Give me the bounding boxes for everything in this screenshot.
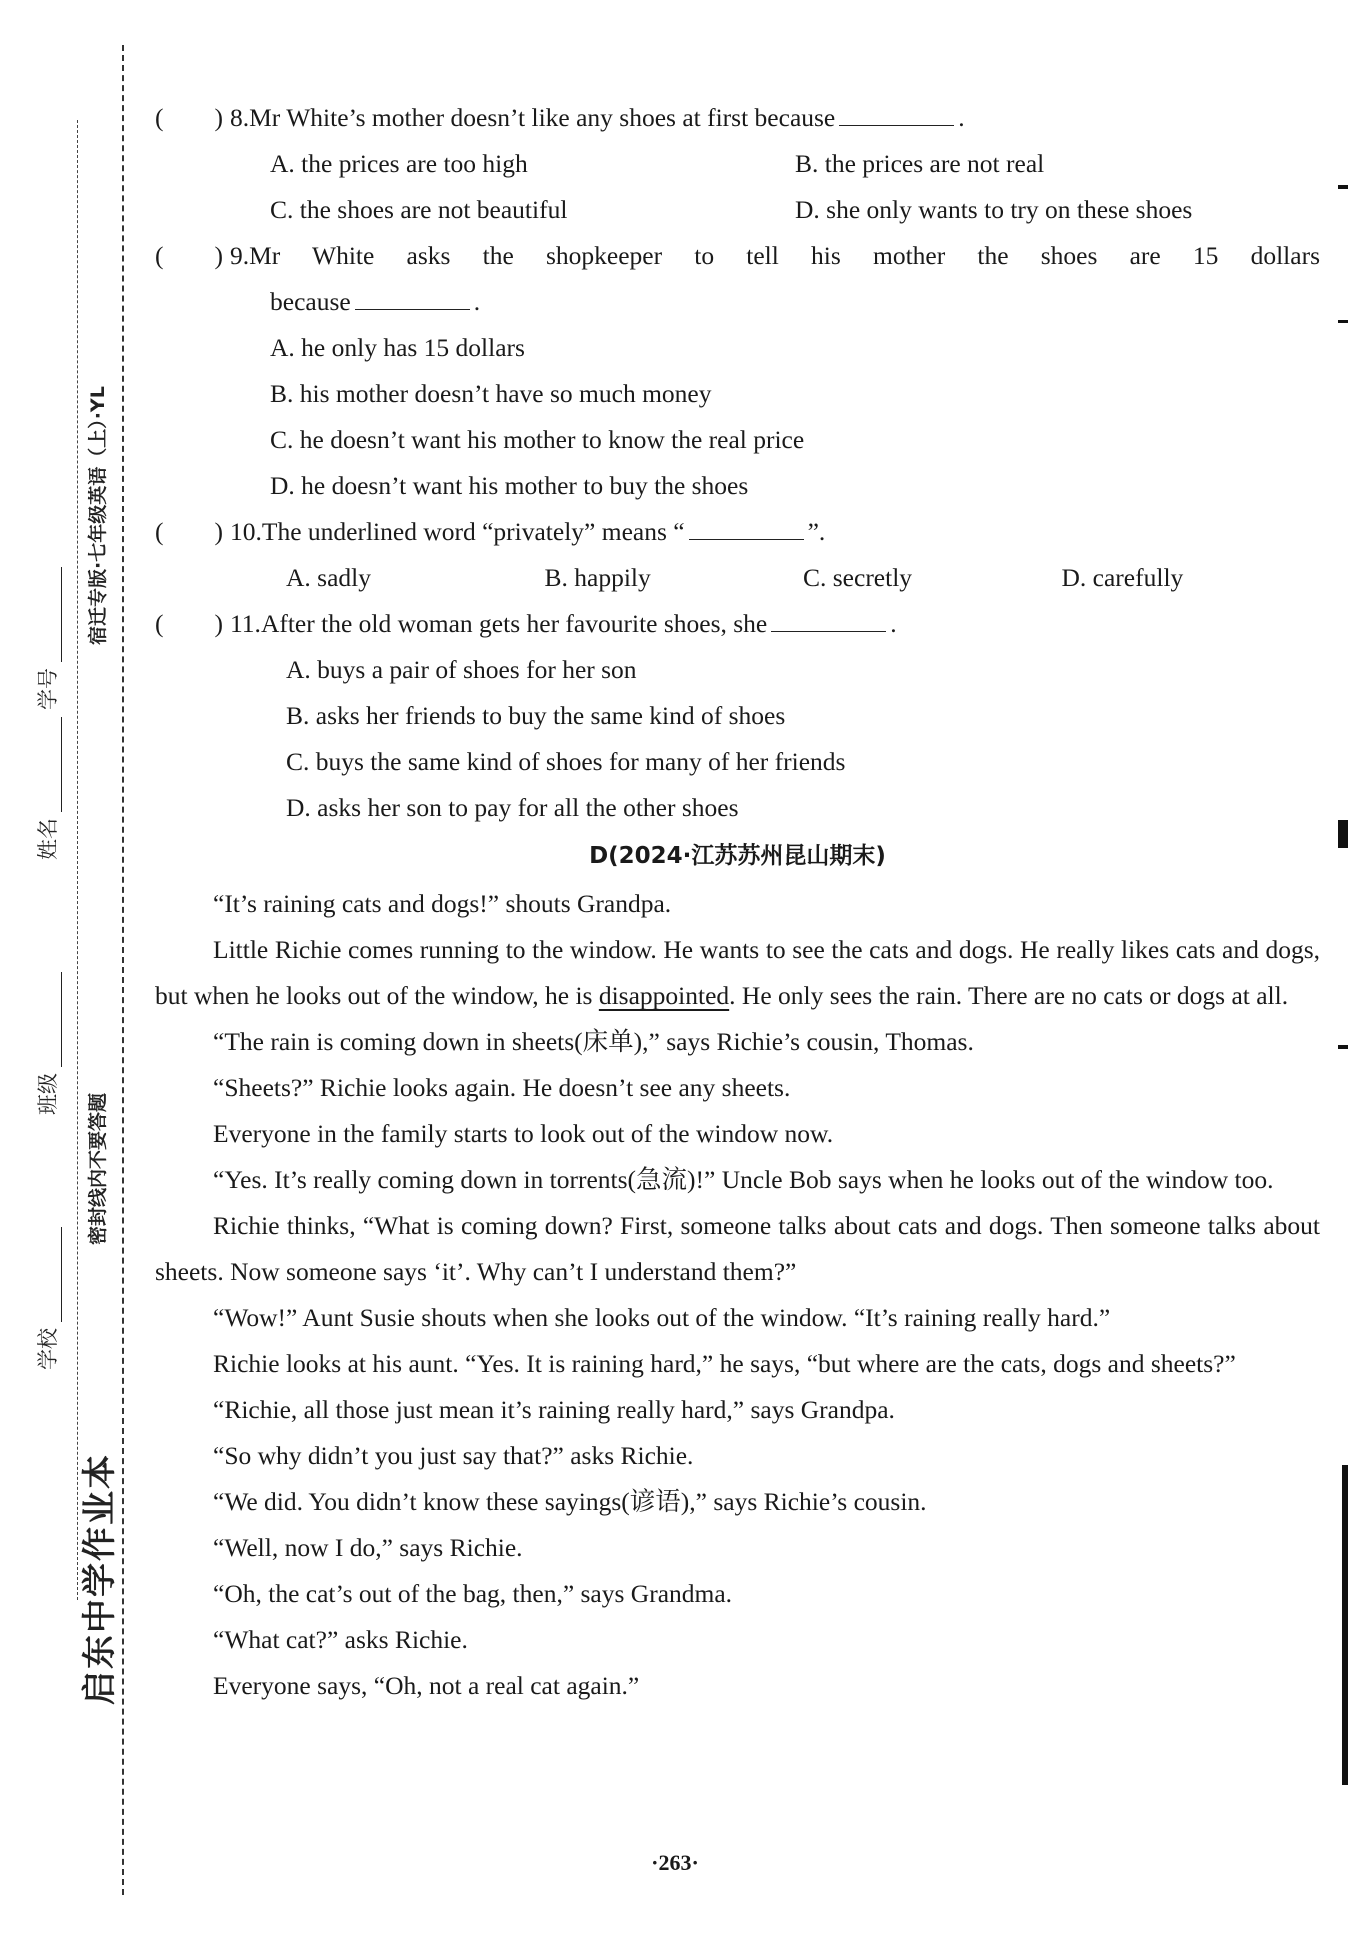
passage-paragraph: “Richie, all those just mean it’s raining really hard,” says Grandpa.	[213, 1395, 895, 1424]
question-number: 10.	[230, 517, 262, 546]
binding-dashed-line	[122, 45, 124, 1895]
question-number: 9.	[230, 241, 250, 270]
passage-paragraph: “Wow!” Aunt Susie shouts when she looks out of the window. “It’s raining really hard.”	[213, 1303, 1111, 1332]
option-b: B. his mother doesn’t have so much money	[270, 379, 712, 408]
question-10: ( ) 10. The underlined word “privately” means “ ”.	[155, 509, 1320, 555]
school-line	[39, 1227, 62, 1322]
passage-paragraph: “We did. You didn’t know these sayings(谚语),” says Richie’s cousin.	[213, 1487, 927, 1516]
answer-paren[interactable]: ( )	[155, 103, 223, 132]
page-number: ·263·	[651, 1850, 699, 1875]
answer-blank[interactable]	[771, 611, 886, 632]
answer-paren[interactable]: ( )	[155, 241, 223, 270]
option-d: D. asks her son to pay for all the other shoes	[286, 793, 739, 822]
options-row	[155, 141, 1320, 187]
name-line	[39, 717, 62, 812]
answer-paren[interactable]: ( )	[155, 517, 223, 546]
passage-paragraph: “Sheets?” Richie looks again. He doesn’t see any sheets.	[213, 1073, 791, 1102]
option-c: C. buys the same kind of shoes for many of her friends	[286, 747, 846, 776]
edge-mark	[1338, 320, 1348, 323]
edge-mark	[1338, 820, 1348, 848]
question-11: ( ) 11. After the old woman gets her favourite shoes, she .	[155, 601, 1320, 647]
class-line	[39, 972, 62, 1067]
question-number: 8.	[230, 103, 250, 132]
passage-paragraph: “The rain is coming down in sheets(床单),” says Richie’s cousin, Thomas.	[213, 1027, 974, 1056]
school-label: 学校	[36, 1328, 60, 1370]
passage-paragraph: Richie thinks, “What is coming down? First, someone talks about cats and dogs. Then someone talks about sheets. Now someone says ‘it’. Why can’t I understand them?”	[155, 1211, 1320, 1286]
question-text: The underlined word “privately” means “	[261, 517, 685, 546]
passage-paragraph: Little Richie comes running to the window. He wants to see the cats and dogs. He really likes cats and dogs, but when he looks out of the window, he is disappointed. He only sees the rain. There are no cats or dogs at all.	[155, 935, 1320, 1010]
passage-paragraph: “So why didn’t you just say that?” asks Richie.	[213, 1441, 694, 1470]
answer-blank[interactable]	[689, 519, 804, 540]
option-a: A. buys a pair of shoes for her son	[286, 655, 637, 684]
school-field[interactable]	[32, 1227, 62, 1370]
name-label: 姓名	[36, 818, 60, 860]
answer-blank[interactable]	[839, 105, 954, 126]
option-c: C. he doesn’t want his mother to know the real price	[270, 425, 805, 454]
answer-blank[interactable]	[355, 289, 470, 310]
question-text: After the old woman gets her favourite shoes, she	[260, 609, 768, 638]
passage-paragraph: Richie looks at his aunt. “Yes. It is raining hard,” he says, “but where are the cats, dogs and sheets?”	[213, 1349, 1236, 1378]
option-c: C. the shoes are not beautiful	[270, 195, 568, 224]
passage-paragraph: “What cat?” asks Richie.	[213, 1625, 468, 1654]
options-row	[155, 187, 1320, 233]
passage-paragraph: “Oh, the cat’s out of the bag, then,” says Grandma.	[213, 1579, 733, 1608]
passage-paragraph: “Well, now I do,” says Richie.	[213, 1533, 523, 1562]
book-title: 启东中学作业本	[80, 1453, 120, 1705]
student-id-line	[39, 567, 62, 662]
question-number: 11.	[230, 609, 261, 638]
student-id-label: 学号	[36, 668, 60, 710]
underlined-word: disappointed	[598, 981, 730, 1010]
option-c: C. secretly	[803, 563, 913, 592]
option-a: A. sadly	[286, 563, 371, 592]
option-b: B. the prices are not real	[795, 149, 1045, 178]
student-id-field[interactable]	[32, 567, 62, 710]
answer-paren[interactable]: ( )	[155, 609, 223, 638]
name-field[interactable]	[32, 717, 62, 860]
edge-mark	[1338, 185, 1348, 189]
question-text: Mr White’s mother doesn’t like any shoes at first because	[249, 103, 836, 132]
seal-dashed-line	[77, 120, 78, 1600]
edge-mark	[1342, 1465, 1348, 1785]
class-label: 班级	[36, 1073, 60, 1115]
option-d: D. she only wants to try on these shoes	[795, 195, 1193, 224]
option-a: A. the prices are too high	[270, 149, 528, 178]
option-d: D. he doesn’t want his mother to buy the shoes	[270, 471, 749, 500]
question-8: ( ) 8. Mr White’s mother doesn’t like any shoes at first because .	[155, 95, 1320, 141]
options-row	[155, 555, 1320, 601]
passage-paragraph: “It’s raining cats and dogs!” shouts Grandpa.	[213, 889, 672, 918]
edge-mark	[1338, 1045, 1348, 1049]
seal-notice: 密封线内不要答题	[87, 1092, 109, 1245]
passage-paragraph: Everyone says, “Oh, not a real cat again.”	[213, 1671, 640, 1700]
option-d: D. carefully	[1061, 563, 1184, 592]
question-text-continued: because .	[270, 287, 481, 316]
question-text: Mr White asks the shopkeeper to tell his mother the shoes are 15 dollars	[249, 241, 1320, 270]
option-a: A. he only has 15 dollars	[270, 333, 525, 362]
class-field[interactable]	[32, 972, 62, 1115]
option-b: B. happily	[544, 563, 651, 592]
passage-title: D(2024·江苏苏州昆山期末)	[589, 843, 886, 869]
question-9	[155, 233, 1320, 279]
option-b: B. asks her friends to buy the same kind of shoes	[286, 701, 786, 730]
content	[155, 95, 1320, 1709]
passage-paragraph: Everyone in the family starts to look out of the window now.	[213, 1119, 834, 1148]
edition-label: 宿迁专版·七年级英语（上）·YL	[87, 386, 109, 645]
passage-paragraph: “Yes. It’s really coming down in torrents(急流)!” Uncle Bob says when he looks out of the window too.	[213, 1165, 1274, 1194]
